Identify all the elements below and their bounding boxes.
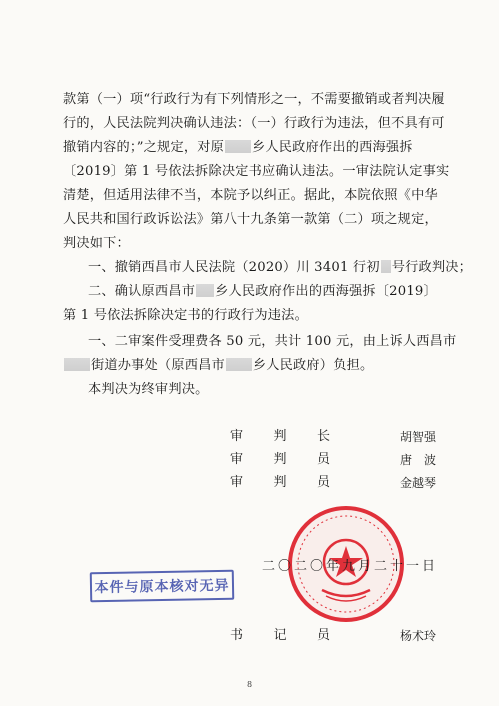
redaction-block — [196, 284, 214, 297]
ruling-1 — [88, 260, 473, 276]
ruling-2-cont: 第 1 号依法拆除决定书的行政行为违法。 — [63, 308, 308, 323]
role-char: 判 — [273, 429, 287, 444]
role-char: 书 — [230, 628, 244, 643]
redaction-block — [226, 358, 252, 371]
fee-line-2b: 乡人民政府）负担。 — [252, 358, 374, 373]
fee-line-1: 一、二审案件受理费各 50 元，共计 100 元，由上诉人西昌市 — [88, 334, 457, 349]
redaction-block — [64, 358, 90, 371]
role-char: 判 — [273, 475, 287, 490]
signature-judge-1 — [230, 452, 460, 468]
body-line-6: 人民共和国行政诉讼法》第八十九条第一款第（二）项之规定， — [63, 212, 438, 227]
final-judgment-line: 本判决为终审判决。 — [88, 382, 209, 397]
role-char: 审 — [230, 452, 244, 467]
signature-chief-judge — [230, 429, 460, 445]
ruling-2a: 二、确认原西昌市 — [88, 284, 196, 299]
signature-name: 金越琴 — [400, 476, 437, 490]
role-char: 判 — [273, 452, 287, 467]
signature-clerk — [230, 628, 460, 644]
signature-name: 杨术玲 — [400, 629, 437, 643]
body-line-4: 〔2019〕第 1 号依法拆除决定书应确认违法。一审法院认定事实 — [63, 164, 450, 179]
role-char: 员 — [316, 628, 330, 643]
role-char: 长 — [316, 429, 330, 444]
body-line-7: 判决如下： — [63, 236, 130, 251]
signature-judge-2 — [230, 475, 460, 491]
page-number: 8 — [246, 680, 253, 689]
body-line-2: 行的，人民法院判决确认违法：（一）行政行为违法，但不具有可 — [63, 116, 445, 131]
ruling-2 — [88, 284, 441, 300]
ruling-2b: 乡人民政府作出的西海强拆〔2019〕 — [215, 284, 437, 299]
ruling-1a: 一、撤销西昌市人民法院（2020）川 3401 行初 — [88, 260, 380, 275]
body-line-5: 清楚，但适用法律不当，本院予以纠正。据此，本院依照《中华 — [63, 188, 438, 203]
body-line-3a: 撤销内容的；”之规定，对原 — [63, 140, 224, 155]
judgment-date: 二〇二〇年九月二十一日 — [262, 559, 439, 574]
role-char: 记 — [273, 628, 287, 643]
role-char: 员 — [316, 475, 330, 490]
body-line-3b: 乡人民政府作出的西海强拆 — [252, 140, 413, 155]
body-line-1: 款第（一）项“行政行为有下列情形之一，不需要撤销或者判决履 — [63, 92, 445, 107]
certification-stamp: 本件与原本核对无异 — [90, 570, 235, 603]
signature-name: 唐 波 — [400, 453, 437, 467]
fee-line-2a: 街道办事处（原西昌市 — [91, 358, 225, 373]
redaction-block — [225, 140, 251, 153]
role-char: 审 — [230, 429, 244, 444]
role-char: 审 — [230, 475, 244, 490]
redaction-block — [381, 260, 391, 273]
fee-line-2 — [63, 358, 441, 374]
ruling-1b: 号行政判决； — [391, 260, 473, 275]
role-char: 员 — [316, 452, 330, 467]
signature-name: 胡智强 — [400, 430, 437, 444]
body-line-3 — [63, 140, 441, 156]
